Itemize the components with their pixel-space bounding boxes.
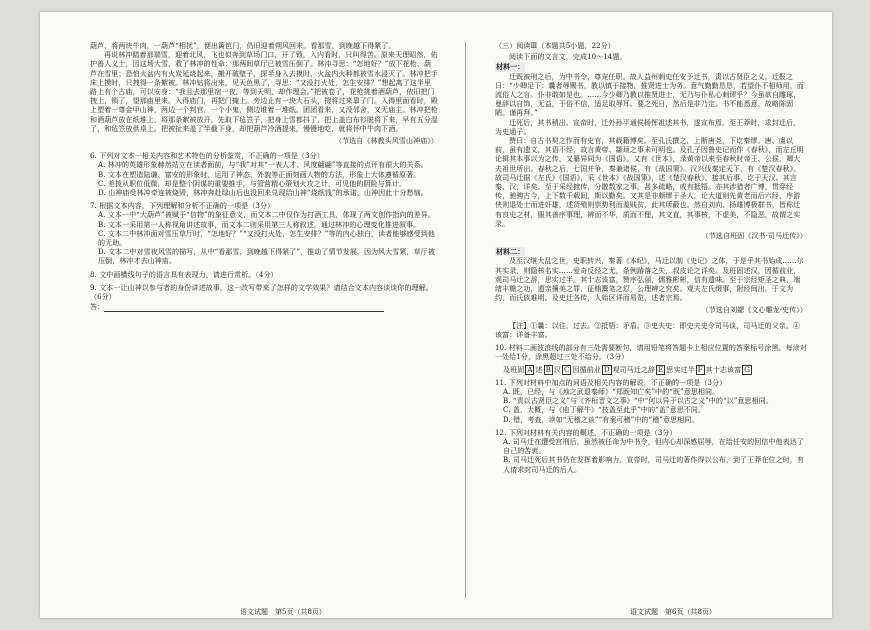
question-8: [90, 271, 438, 280]
option: A. 林冲的英雄形象赫然站立在读者面前，与“我”对其“一表人才、风度翩翩”等直接的点评有很大的关系。: [98, 161, 428, 170]
sequence-text: 观司马迁之辞: [612, 365, 656, 374]
option: B. “责以古贤臣之义”与《齐桓晋文之事》“中“何以异于以古之义”中的“以”意思相同。: [503, 397, 773, 406]
option: D. 山神庙受林冲牵连被烧毁，林冲奔赴绿山后也没回来兑现给山神“烧纸钱”的承诺，山神因此十分愁恼。: [98, 189, 428, 198]
sequence-text: 思实过半: [666, 365, 695, 374]
answer-line[interactable]: [90, 303, 438, 312]
material-2-source: （节选自刘勰《文心雕龙·史传》）: [701, 306, 807, 315]
question-6: [90, 152, 438, 198]
right-page-footer: 语文试题 第6页（共8页）: [630, 608, 716, 616]
break-option-c[interactable]: C: [563, 365, 570, 374]
sequence-text: 述: [535, 365, 543, 374]
question-11: [495, 379, 807, 425]
left-page-footer: 语文试题 第5页（共8页）: [240, 608, 326, 616]
sequence-text: 因循前业: [572, 365, 601, 374]
option: C. 文本二中林冲面对雪压草厅时，“怎地好？”“又没打火处，怎生安排？”等的内心独白，读者能够感受到他的无助。: [98, 229, 435, 248]
answer-blank[interactable]: [104, 305, 384, 312]
question-stem: 10. 材料二画波浪线的部分有三处需要断句，请用铅笔将答题卡上相应位置的答案标号涂黑。每涂对一处给1分，涂黑超过三处不给分。（3分）: [495, 344, 807, 362]
right-page: [495, 42, 807, 592]
option: B. 文本一采用第一人称视角讲述故事，而文本二则采用第三人称叙述，通过林冲的心理变化推进叙事。: [98, 220, 421, 229]
option: D. 错，考查，读如“无稽之谈”“有案可稽”中的“稽”意思相同。: [503, 415, 699, 424]
question-stem: 12. 下列对材料有关内容的概述，不正确的一项是（3分）: [495, 428, 677, 437]
left-page: [90, 42, 438, 592]
material-1-source: （节选自班固《汉书·司马迁传》）: [701, 232, 807, 241]
option: B. 文本在塑造陆谦、富安的形象时，运用了神态、外貌等正面刻画人物的方法，形象上大体遵循原著。: [98, 170, 421, 179]
question-stem: 9. 文本一让山神以参与者的身份讲述故事，这一改写带来了怎样的文学效果？请结合文本内容谈谈你的理解。（6分）: [90, 283, 433, 302]
sequence-text: 汉: [553, 365, 561, 374]
option: A. 司马迁在遭受宫刑后，虽然被任命为中书令，但内心却深感屈辱，在给任安的回信中他表达了自己的苦衷。: [503, 437, 804, 456]
exam-spread: [40, 12, 832, 618]
material-2-label: 材料二：: [496, 247, 525, 257]
story-paragraph: 葫芦，将两块牛肉，一葫芦“相扰”，便出篱笆门，仍旧迎着朔风回来。看那雪，到晚越下得紧了。: [90, 42, 396, 50]
question-stem: 7. 根据文本内容，下列理解和分析不正确的一项是（3分）: [90, 202, 275, 211]
story-paragraph: 再说林冲踏着那瑞雪，迎着北风，飞也似奔到草场门口，开了锁，入内看时，只叫得苦。原来天理昭然，佑护善人义士，因这场大雪，救了林冲的性命：那两间草厅已被雪压倒了。林冲寻思：“怎地好？”放下花枪、葫芦在雪里；恐怕火盆内有火炭延烧起来，搬开破壁子，探半身入去摸时，火盆内火种都被雪水浸灭了。林冲把手床上摸时，只拽得一条絮被。林冲钻将出来，见天色黑了，寻思：“又没打火处，怎生安排？”想起离了这半里路上有个古庙，可以安身：“我且去那里宿一夜，等到天明，却作理会。”把被卷了，花枪挑着酒葫芦，依旧把门拽上，锁了，望那庙里来。入得庙门，再把门掩上。旁边止有一块大石头，掇将过来靠了门。入得里面看时，殿上塑着一尊金甲山神，两边一个判官，一个小鬼，侧边堆着一堆纸。团团看来，又没邻舍，又无庙主。林冲把枪和酒葫芦放在纸堆上，将那条絮被放开，先取下毡笠子，把身上雪都抖了，把上盖白布衫脱将下来，早有五分湿了，和毡笠放供桌上。把被扯来盖了半截下身，却把葫芦冷酒提来，慢慢地吃，就将怀中牛肉下酒。: [90, 51, 438, 133]
material-1-label: 材料一：: [496, 62, 525, 72]
question-9: [90, 284, 438, 313]
material-paragraph: 迁死后，其书稍出。宣帝时，迁外孙平通侯杨恽祖述其书，遂宣布焉。至王莽时，求封迁后，为史通子。: [495, 118, 801, 136]
break-option-d[interactable]: D: [603, 365, 610, 374]
break-option-a[interactable]: A: [527, 365, 533, 374]
section-title: （三）阅读Ⅲ（本题共5小题，22分）: [495, 42, 615, 50]
question-7: [90, 202, 438, 266]
reading-instruction: 阅读下面的文言文，完成10～14题。: [509, 53, 627, 62]
annotation-note: 【注】①曩：以往，过去。②抵牾：矛盾。③史夫史：即史夫史令司马谈，司马迁的父亲。④该富：详备丰富。: [495, 321, 801, 339]
option: D. 文本二中对雪夜风雪的描写，从中“看那雪，到晚越下得紧了”，推动了情节发展，因为风大雪紧，草厅被压倒，林冲才去山神庙。: [98, 248, 435, 266]
option: C. 盖，大概，与《庖丁解牛》“技盖至此乎”中的“盖”意思不同。: [503, 406, 706, 415]
material-paragraph: 赞曰：自古书契之作而有史官，其载籍博矣。至孔氏撰之，上断唐尧，下讫秦缪。唐、虞以前，虽有遗文，其语不经，故言黄帝、颛顼之事未可明也。及孔子因鲁史记而作《春秋》，而左丘明论辑其本事以为之传，又纂异同为《国语》。又有《世本》，录黄帝以来至春秋时帝王、公侯、卿大夫祖世所出。春秋之后，七国并争，秦兼诸侯，有《战国策》。汉兴伐秦定天下，有《楚汉春秋》。故司马迁据《左氏》《国语》，采《世本》《战国策》，述《楚汉春秋》，接其后事，讫于天汉。其言秦、汉，详矣。至于采经摭传，分散数家之事，甚多疏略，或有抵牾。亦其涉猎者广博，贯穿经传，驰骋古今，上下数千载间，斯以勤矣。又其是非颇缪于圣人，论大道则先黄老而后六经，序游侠则退处士而进奸雄，述货殖则崇势利而羞贱贫，此其所蔽也。然自刘向、扬雄博极群书，皆称迁有良史之材，服其善序事理，辨而不华，质而不俚，其文直，其事核，不虚美，不隐恶，故谓之实录。: [495, 137, 804, 228]
question-12: [495, 429, 807, 475]
break-option-b[interactable]: B: [545, 365, 551, 374]
page-divider: [465, 42, 466, 598]
question-stem: 6. 下列对文本一相关内容和艺术特色的分析鉴赏，不正确的一项是（3分）: [90, 152, 324, 161]
break-option-e[interactable]: E: [658, 365, 664, 374]
story-source: （节选自《林教头风雪山神庙》）: [335, 137, 438, 146]
question-stem: 8. 文中画横线句子的语言具有表现力，请进行赏析。（4分）: [90, 270, 278, 279]
material-paragraph: 迁既被刑之后，为中书令，尊宠任职。故人益州刺史任安予迁书，责以古贤臣之义。迁报之曰：“少卿足下：曩者辱赐书，教以慎于接物，推贤进士为务。意气勤勤恳恳，若望仆不相师用，而流俗人之言。仆非敢如是也。……今少卿乃教以推贤进士，无乃与仆私心刺谬乎？今虽欲自雕琢，曼辞以自饰，无益，于俗不信，适足取辱耳。要之死日，然后是非乃定。书不能悉意，故略陈固陋。谨再拜。”: [495, 72, 804, 118]
option: C. 差拨从职位低微，却是整个阴谋的重要推手，与管营精心策划火攻之计，可见他的阴险与算计。: [98, 179, 407, 188]
sequence-text: 及班固: [503, 365, 525, 374]
option: B. 司马迁死后其书仍在发挥着影响力，宣帝时，司马迁的著作得以公布，到了王莽在位之时，有人请求封司马迁的后人。: [503, 456, 804, 474]
material-paragraph: 及至汉继大乱之世，史职转兴，秦著《本纪》，马迁以制《史记》之体，于是乎其书始成……尔其实录，则隐核名实……爱奇反经之尤，条例踳落之失，叔皮论之详矣。及班固述汉，因循前业，观司马迁之辞，思实过半。其十志该富，赞序弘丽，儒雅彬彬，信有遗味。至于宗经矩圣之典，端绪丰赡之功，遗亲攘美之罪，征贿鬻笔之愆，公理辨之究矣。观夫左氏缀事，附经间出，于文为约，而氏族难明。及史迁各传，人始区详而易览，述者宗焉。: [495, 257, 804, 303]
sequence-text: 其十志该富: [705, 365, 742, 374]
break-option-f[interactable]: F: [697, 365, 703, 374]
option: A. 文本一中“大葫芦”被赋予“信物”的象征意义，而文本二中仅作为打酒工具，体现了两文创作指向的差异。: [98, 211, 435, 220]
answer-label: 答：: [90, 303, 105, 312]
question-stem: 11. 下列对材料中加点的词语及相关内容的解说，不正确的一项是（3分）: [495, 378, 727, 387]
break-option-g[interactable]: G: [744, 365, 750, 374]
sentence-break-sequence: [495, 365, 807, 375]
question-10: [495, 344, 807, 375]
option: A. 既，已经，与《烛之武退秦师》“郑既知亡矣”中的“既”意思相同。: [503, 387, 720, 396]
